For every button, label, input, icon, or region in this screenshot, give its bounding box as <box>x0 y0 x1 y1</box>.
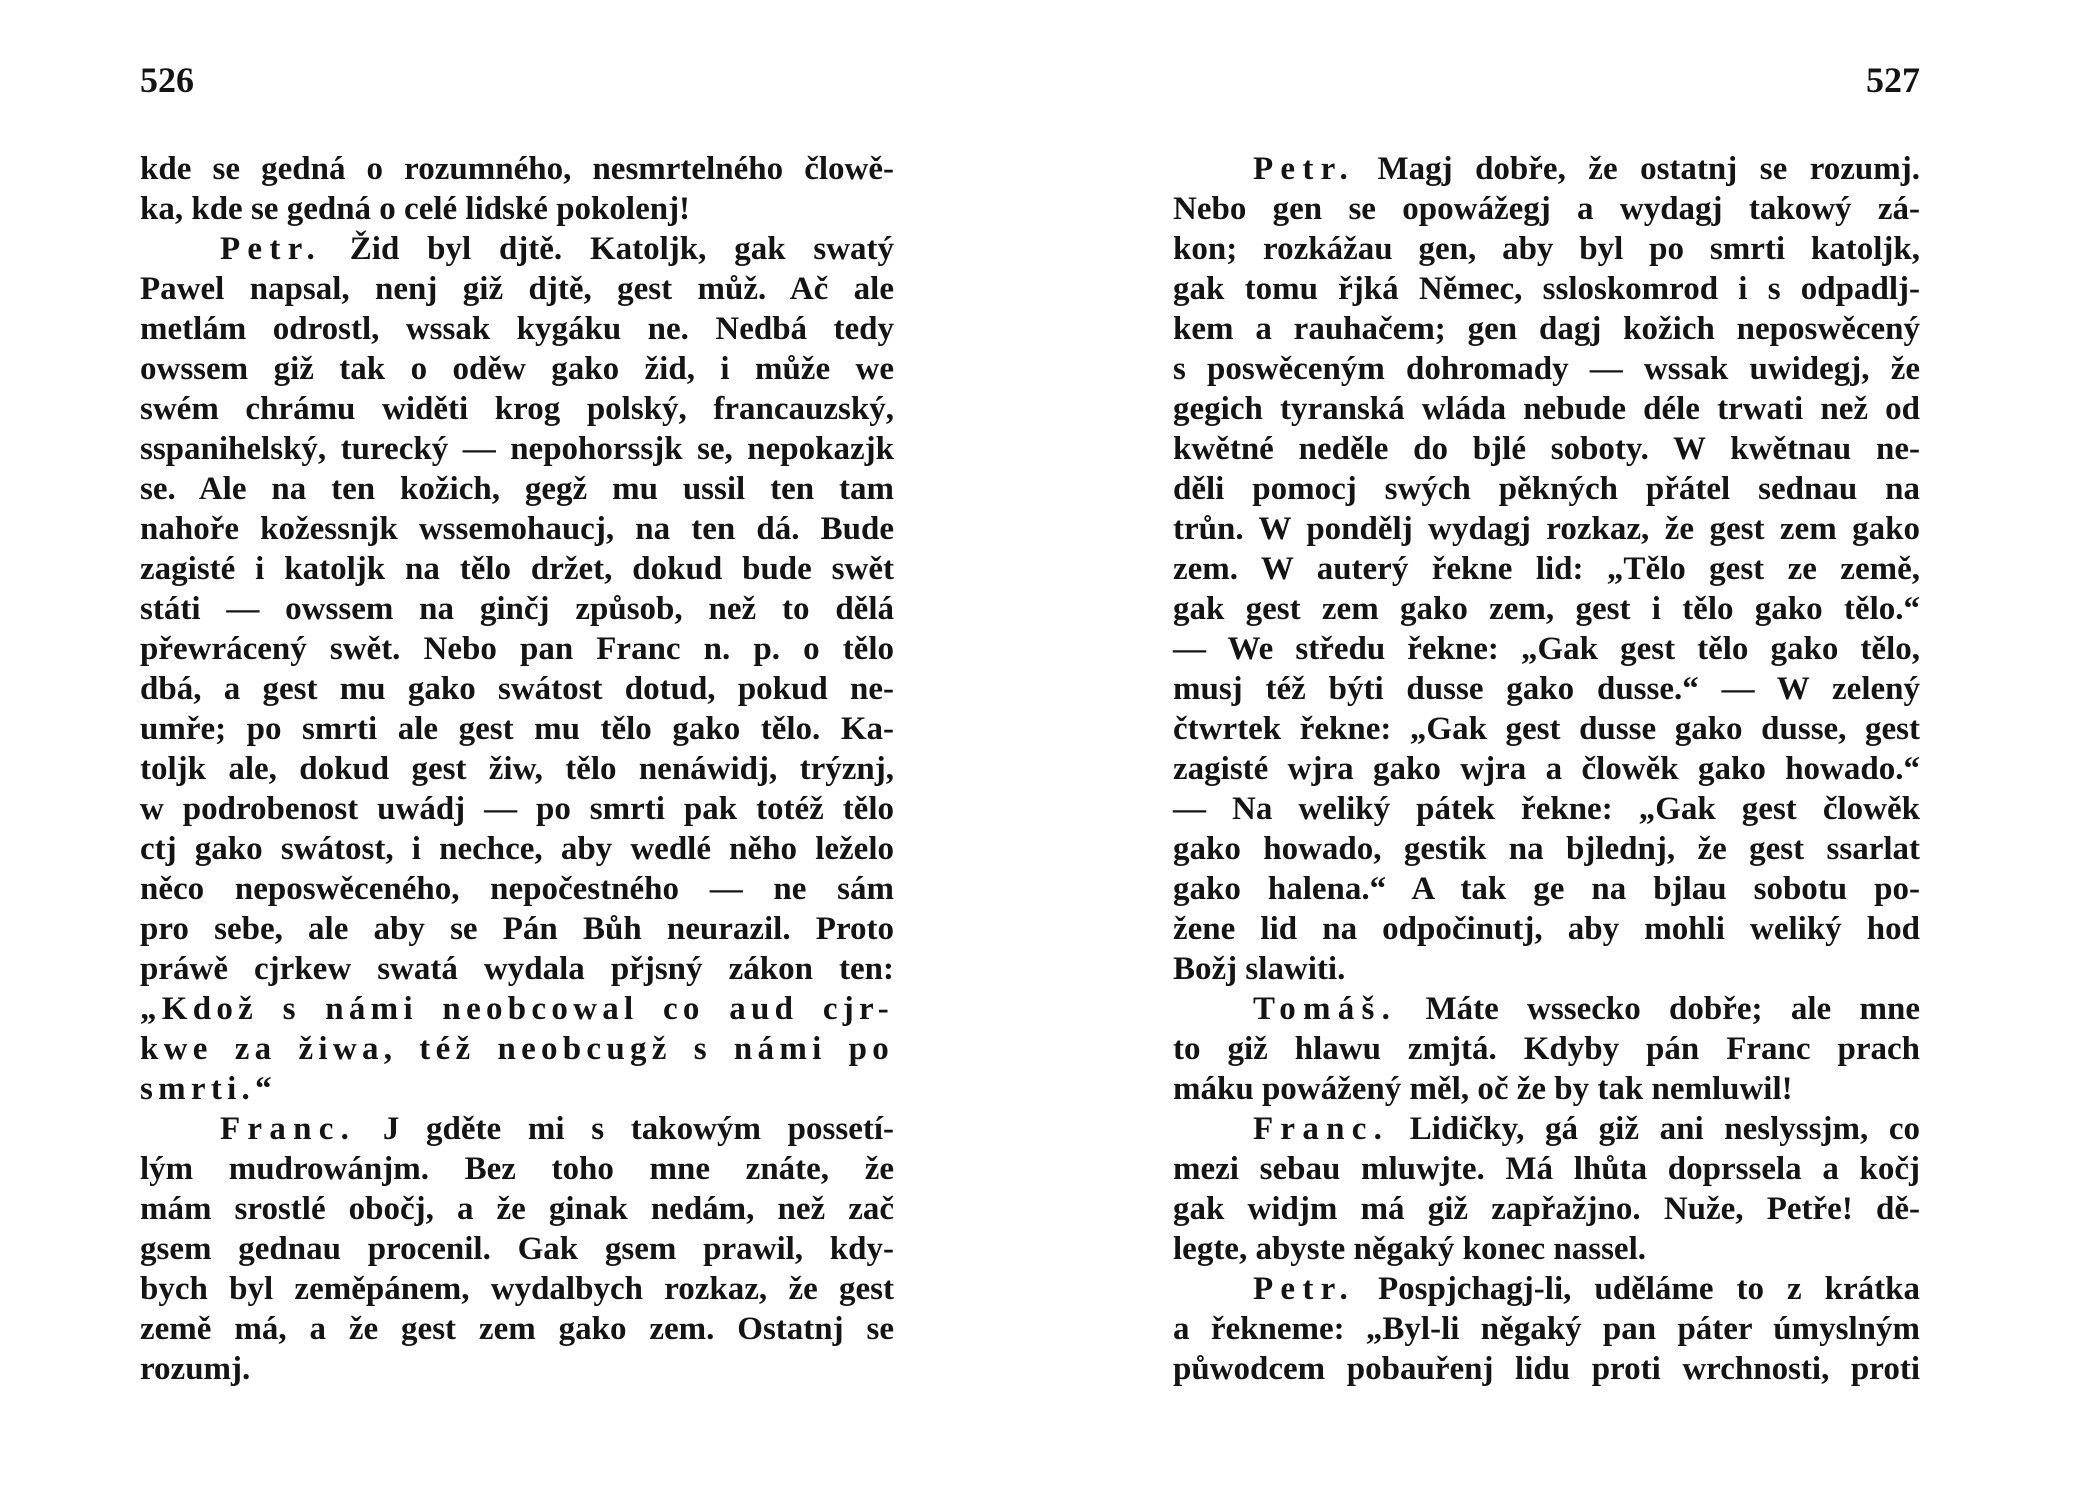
text-line: zagisté wjra gako wjra a člowěk gako howado.“ <box>1173 751 1920 787</box>
text-column <box>140 149 894 1389</box>
text-line: gak widjm má giž zapřažjno. Nuže, Petře! dě- <box>1173 1191 1920 1227</box>
text-line: země má, a že gest zem gako zem. Ostatnj se <box>140 1311 894 1347</box>
text-line: dbá, a gest mu gako swátost dotud, pokud ne- <box>140 671 894 707</box>
text-line: ctj gako swátost, i nechce, aby wedlé něho leželo <box>140 831 894 867</box>
text-line: gegich tyranská wláda nebude déle trwati než od <box>1173 391 1920 427</box>
quoted-law-line: smrti.“ <box>140 1071 277 1107</box>
text-line: gak tomu řjká Němec, ssloskomrod i s odpadlj- <box>1173 271 1920 307</box>
text-line <box>1173 149 1920 189</box>
text-line: owssem giž tak o oděw gako žid, i může we <box>140 351 894 387</box>
text-line: metlám odrostl, wssak kygáku ne. Nedbá tedy <box>140 311 894 347</box>
speaker-label: Petr. <box>1253 1271 1355 1307</box>
text-line: děli pomocj swých pěkných přátel sednau na <box>1173 471 1920 507</box>
text-line: toljk ale, dokud gest žiw, tělo nenáwidj, trýznj, <box>140 751 894 787</box>
text-line: swém chrámu widěti krog polský, francauzský, <box>140 391 894 427</box>
text-line: se. Ale na ten kožich, gegž mu ussil ten tam <box>140 471 894 507</box>
text-line: — We středu řekne: „Gak gest tělo gako tělo, <box>1173 631 1920 667</box>
page-number: 526 <box>140 60 194 100</box>
text-line: přewrácený swět. Nebo pan Franc n. p. o tělo <box>140 631 894 667</box>
text-line: gako howado, gestik na bjlednj, že gest ssarlat <box>1173 831 1920 867</box>
text-line: ka, kde se gedná o celé lidské pokolenj! <box>140 191 691 227</box>
text-line: kem a rauhačem; gen dagj kožich neposwěcený <box>1173 311 1920 347</box>
text-line: práwě cjrkew swatá wydala přjsný zákon ten: <box>140 951 894 987</box>
text-line: gako halena.“ A tak ge na bjlau sobotu po- <box>1173 871 1920 907</box>
text-line <box>1173 1109 1920 1149</box>
text-line: a řekneme: „Byl-li něgaký pan páter úmyslným <box>1173 1311 1920 1347</box>
line-text: Pospjchagj-li, uděláme to z krátka <box>1377 1271 1921 1307</box>
text-line: gak gest zem gako zem, gest i tělo gako tělo.“ <box>1173 591 1920 627</box>
text-line: musj též býti dusse gako dusse.“ — W zelený <box>1173 671 1920 707</box>
text-line: pro sebe, ale aby se Pán Bůh neurazil. Proto <box>140 911 894 947</box>
text-line: Pawel napsal, nenj giž djtě, gest můž. Ač ale <box>140 271 894 307</box>
text-line: něco neposwěceného, nepočestného — ne sám <box>140 871 894 907</box>
text-line <box>140 229 894 269</box>
quoted-law-line: kwe za žiwa, též neobcugž s námi po <box>140 1031 894 1067</box>
text-line: umře; po smrti ale gest mu tělo gako tělo. Ka- <box>140 711 894 747</box>
line-text: Lidičky, gá giž ani neslyssjm, co <box>1409 1111 1920 1147</box>
page-number: 527 <box>1866 60 1920 100</box>
text-line: čtwrtek řekne: „Gak gest dusse gako dusse, gest <box>1173 711 1920 747</box>
speaker-label: Petr. <box>220 231 322 267</box>
speaker-label: Petr. <box>1253 151 1355 187</box>
text-line: zagisté i katoljk na tělo držet, dokud bude swět <box>140 551 894 587</box>
paragraph <box>140 149 894 229</box>
text-line: žene lid na odpočinutj, aby mohli weliký hod <box>1173 911 1920 947</box>
paragraph <box>1173 989 1920 1109</box>
text-line <box>140 1109 894 1149</box>
text-line: státi — owssem na ginčj způsob, než to dělá <box>140 591 894 627</box>
text-line <box>1173 1269 1920 1309</box>
text-line: kde se gedná o rozumného, nesmrtelného člowě- <box>140 151 894 187</box>
line-text: J gděte mi s takowým possetí- <box>382 1111 895 1147</box>
text-line: kwětné neděle do bjlé soboty. W kwětnau ne- <box>1173 431 1920 467</box>
text-line: lým mudrowánjm. Bez toho mne znáte, že <box>140 1151 894 1187</box>
text-line: bych byl zeměpánem, wydalbych rozkaz, že gest <box>140 1271 894 1307</box>
text-line: kon; rozkážau gen, aby byl po smrti katoljk, <box>1173 231 1920 267</box>
text-line: máku powážený měl, oč že by tak nemluwil! <box>1173 1071 1793 1107</box>
paragraph <box>1173 149 1920 989</box>
paragraph <box>1173 1269 1920 1389</box>
text-line: legte, abyste něgaký konec nassel. <box>1173 1231 1646 1267</box>
text-line: gsem gednau procenil. Gak gsem prawil, kdy- <box>140 1231 894 1267</box>
text-line: — Na weliký pátek řekne: „Gak gest člowěk <box>1173 791 1920 827</box>
text-line: Nebo gen se opowážegj a wydagj takowý zá- <box>1173 191 1920 227</box>
text-line: mezi sebau mluwjte. Má lhůta doprssela a kočj <box>1173 1151 1920 1187</box>
text-line: trůn. W pondělj wydagj rozkaz, že gest zem gako <box>1173 511 1920 547</box>
paragraph <box>140 229 894 1109</box>
text-column <box>1173 149 1920 1389</box>
text-line: s poswěceným dohromady — wssak uwidegj, že <box>1173 351 1920 387</box>
line-text: Žid byl djtě. Katoljk, gak swatý <box>349 231 895 267</box>
text-line <box>1173 989 1920 1029</box>
text-line: Božj slawiti. <box>1173 951 1346 987</box>
speaker-label: Franc. <box>1253 1111 1390 1147</box>
line-text: Máte wssecko dobře; ale mne <box>1425 991 1920 1027</box>
speaker-label: Franc. <box>220 1111 357 1147</box>
text-line: zem. W auterý řekne lid: „Tělo gest ze země, <box>1173 551 1920 587</box>
text-line: nahoře kožessnjk wssemohaucj, na ten dá. Bude <box>140 511 894 547</box>
line-text: Magj dobře, že ostatnj se rozumj. <box>1377 151 1920 187</box>
paragraph <box>1173 1109 1920 1269</box>
text-line: sspanihelský, turecký — nepohorssjk se, nepokazjk <box>140 431 894 467</box>
text-line: půwodcem pobauřenj lidu proti wrchnosti, proti <box>1173 1351 1920 1387</box>
paragraph <box>140 1109 894 1389</box>
speaker-label: Tomáš. <box>1253 991 1398 1027</box>
right-page <box>1043 0 2086 1500</box>
text-line: rozumj. <box>140 1351 251 1387</box>
text-line: to giž hlawu zmjtá. Kdyby pán Franc prach <box>1173 1031 1920 1067</box>
quoted-law-line: „Kdož s námi neobcowal co aud cjr- <box>140 991 894 1027</box>
text-line: mám srostlé obočj, a že ginak nedám, než zač <box>140 1191 894 1227</box>
text-line: w podrobenost uwádj — po smrti pak totéž tělo <box>140 791 894 827</box>
